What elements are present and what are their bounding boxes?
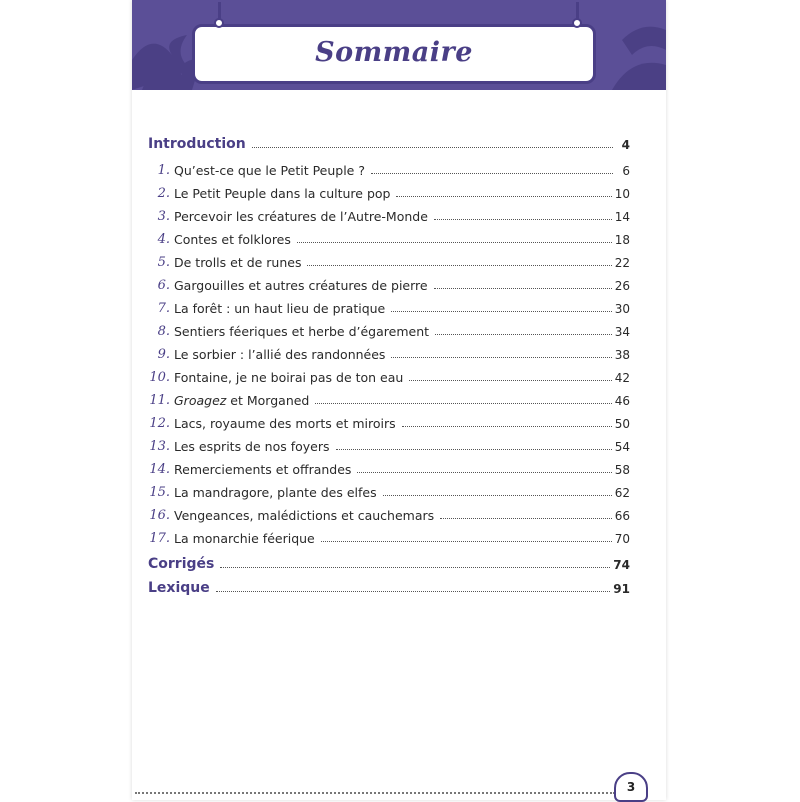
chapter-number: 4. (157, 232, 170, 247)
toc-label (174, 393, 309, 408)
chapter-number: 12. (149, 416, 170, 431)
dot-leader (396, 195, 611, 197)
chapter-number: 10. (149, 370, 170, 385)
footer-dotted-line (135, 792, 615, 794)
toc-label: Qu’est-ce que le Petit Peuple ? (174, 163, 365, 178)
dot-leader (321, 540, 612, 542)
toc-page: 46 (614, 394, 630, 408)
chapter-number: 8. (157, 324, 170, 339)
toc-chapter-9[interactable] (148, 340, 630, 362)
toc-page: 18 (614, 233, 630, 247)
dot-leader (307, 264, 611, 266)
chapter-number: 1. (157, 163, 170, 178)
toc-chapter-15[interactable] (148, 478, 630, 500)
toc-page: 70 (614, 532, 630, 546)
toc-label: Remerciements et offrandes (174, 462, 352, 477)
dot-leader (220, 566, 610, 568)
toc-page: 54 (614, 440, 630, 454)
toc-page: 42 (614, 371, 630, 385)
dot-leader (371, 172, 613, 174)
chapter-number: 9. (157, 347, 170, 362)
toc-label: La mandragore, plante des elfes (174, 485, 377, 500)
chapter-number: 15. (149, 485, 170, 500)
chapter-number: 5. (157, 255, 170, 270)
toc-chapter-13[interactable] (148, 432, 630, 454)
chapter-number: 13. (149, 439, 170, 454)
toc-label: Sentiers féeriques et herbe d’égarement (174, 324, 430, 339)
page-number: 3 (626, 780, 636, 794)
toc-page: 91 (613, 582, 630, 596)
dot-leader (435, 333, 612, 335)
page-title: Sommaire (315, 37, 473, 68)
toc-page: 10 (614, 187, 630, 201)
toc-page: 66 (614, 509, 630, 523)
chapter-number: 17. (149, 531, 170, 546)
toc-label: La monarchie féerique (174, 531, 315, 546)
toc-chapter-7[interactable] (148, 294, 630, 316)
dot-leader (357, 471, 611, 473)
nail-left-icon (214, 18, 224, 28)
toc-chapter-2[interactable] (148, 179, 630, 201)
toc-corriges[interactable] (148, 550, 630, 572)
toc-label: De trolls et de runes (174, 255, 302, 270)
toc-page: 50 (614, 417, 630, 431)
toc-chapter-3[interactable] (148, 202, 630, 224)
toc-page: 22 (614, 256, 630, 270)
dot-leader (383, 494, 612, 496)
nail-right-icon (572, 18, 582, 28)
toc-page: 14 (614, 210, 630, 224)
title-board (192, 24, 596, 84)
chapter-number: 14. (149, 462, 170, 477)
toc-page: 6 (622, 164, 630, 178)
chapter-number: 2. (157, 186, 170, 201)
dot-leader (216, 590, 611, 592)
toc-label: La forêt : un haut lieu de pratique (174, 301, 386, 316)
toc-label-rest: et Morganed (226, 393, 310, 408)
dot-leader (434, 218, 612, 220)
dot-leader (297, 241, 612, 243)
toc-page: 62 (614, 486, 630, 500)
toc-label: Introduction (148, 136, 246, 152)
toc-label: Gargouilles et autres créatures de pierre (174, 278, 428, 293)
dot-leader (336, 448, 612, 450)
dot-leader (402, 425, 612, 427)
chapter-number: 7. (157, 301, 170, 316)
toc-chapter-10[interactable] (148, 363, 630, 385)
toc-page: 38 (614, 348, 630, 362)
toc-label: Vengeances, malédictions et cauchemars (174, 508, 435, 523)
toc-chapter-11[interactable] (148, 386, 630, 408)
toc-introduction[interactable] (148, 130, 630, 152)
toc-label: Corrigés (148, 556, 215, 572)
toc-label: Fontaine, je ne boirai pas de ton eau (174, 370, 404, 385)
toc-page: 26 (614, 279, 630, 293)
toc-chapter-1[interactable] (148, 156, 630, 178)
toc-page: 58 (614, 463, 630, 477)
dot-leader (440, 517, 612, 519)
toc-chapter-8[interactable] (148, 317, 630, 339)
dot-leader (252, 146, 613, 148)
toc-page: 74 (613, 558, 630, 572)
toc-label: Percevoir les créatures de l’Autre-Monde (174, 209, 428, 224)
toc-label: Le sorbier : l’allié des randonnées (174, 347, 386, 362)
toc-page: 34 (614, 325, 630, 339)
toc-page: 30 (614, 302, 630, 316)
toc-chapter-6[interactable] (148, 271, 630, 293)
toc-label: Lexique (148, 580, 210, 596)
dot-leader (409, 379, 611, 381)
toc-label: Lacs, royaume des morts et miroirs (174, 416, 396, 431)
chapter-number: 11. (149, 393, 170, 408)
toc-label: Contes et folklores (174, 232, 291, 247)
dot-leader (391, 310, 611, 312)
toc-lexique[interactable] (148, 574, 630, 596)
dot-leader (434, 287, 612, 289)
dot-leader (391, 356, 611, 358)
toc-label: Le Petit Peuple dans la culture pop (174, 186, 391, 201)
dot-leader (315, 402, 611, 404)
toc-chapter-4[interactable] (148, 225, 630, 247)
toc-chapter-12[interactable] (148, 409, 630, 431)
toc-label-italic: Groagez (174, 393, 227, 408)
toc-page: 4 (621, 138, 630, 152)
toc-chapter-5[interactable] (148, 248, 630, 270)
chapter-number: 16. (149, 508, 170, 523)
chapter-number: 6. (157, 278, 170, 293)
toc-chapter-14[interactable] (148, 455, 630, 477)
toc-chapter-17[interactable] (148, 524, 630, 546)
toc-label: Les esprits de nos foyers (174, 439, 330, 454)
chapter-number: 3. (157, 209, 170, 224)
page-number-badge (614, 772, 648, 802)
toc-chapter-16[interactable] (148, 501, 630, 523)
